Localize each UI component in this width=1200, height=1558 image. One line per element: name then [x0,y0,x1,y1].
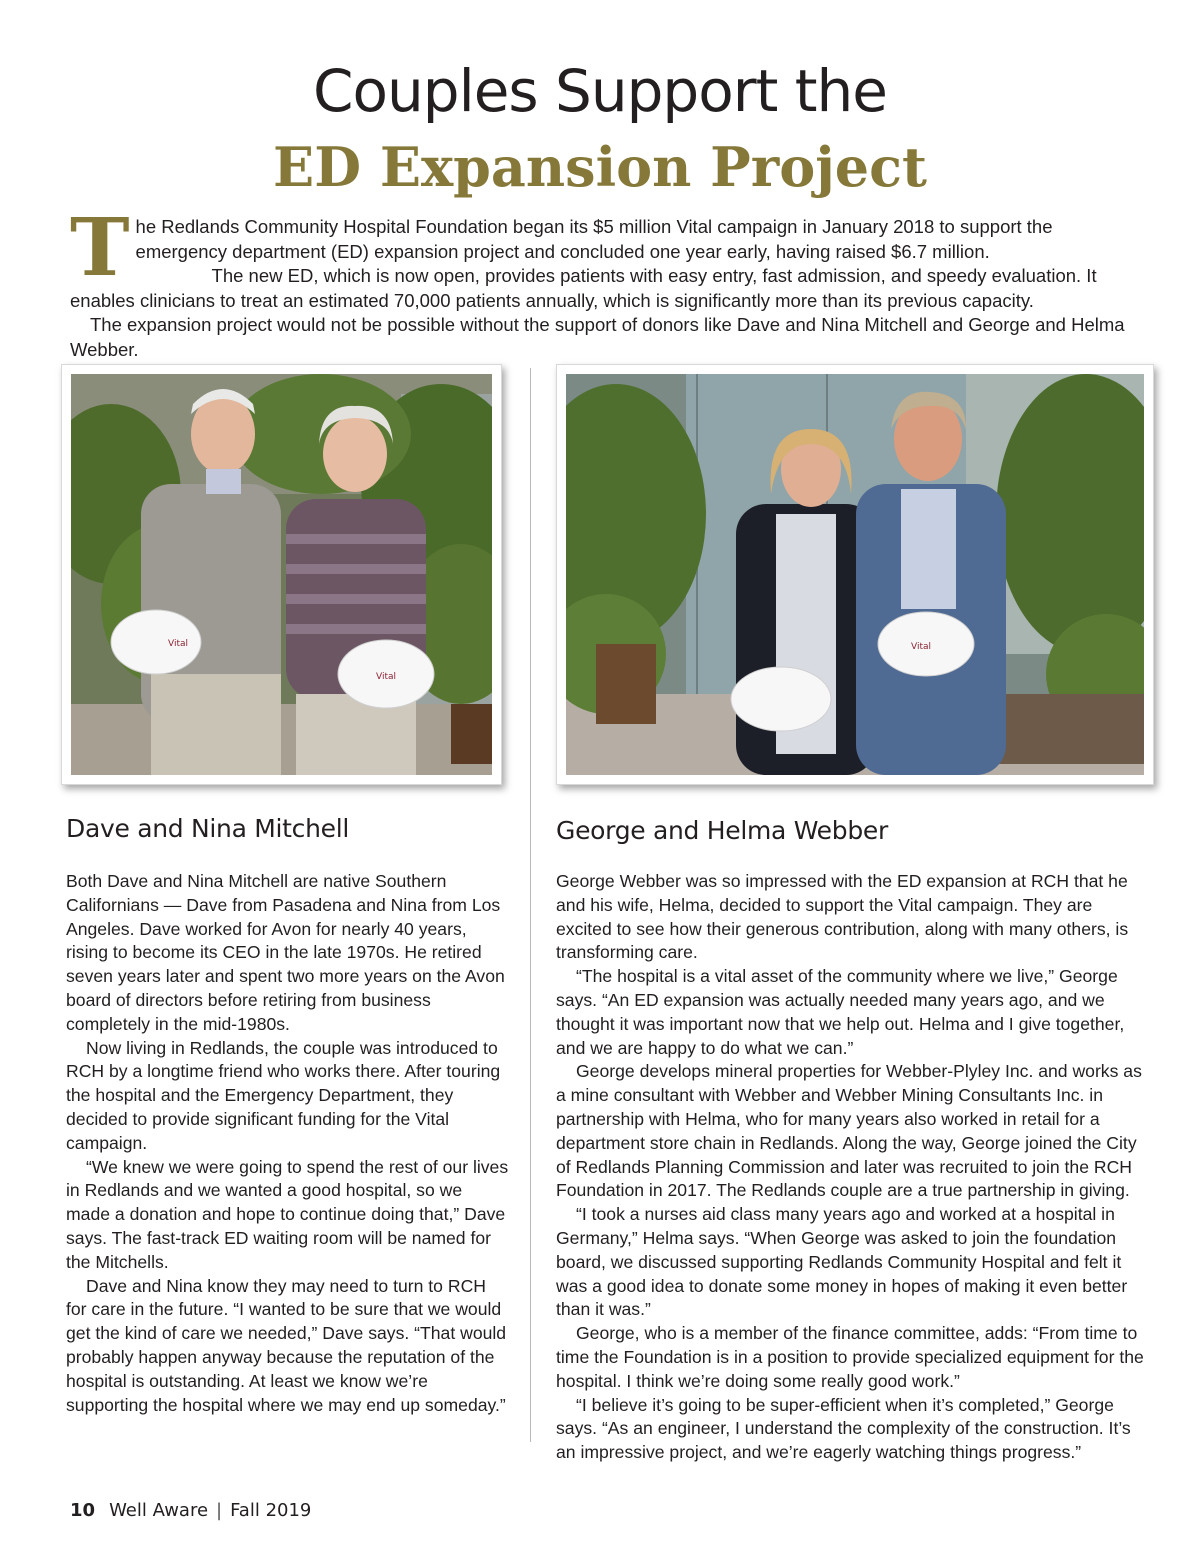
intro-section [70,200,1146,362]
svg-text:Vital: Vital [376,672,397,682]
column-mitchells [66,870,510,1417]
footer-separator: | [216,1500,223,1521]
column-webbers [556,870,1146,1465]
webbers-paragraph-5: George, who is a member of the finance committee, adds: “From time to time the Foundation is in a position to provide specialized equipment for the hospital. I think we’re doing some really good work.” [556,1323,1144,1391]
mitchells-paragraph-1: Both Dave and Nina Mitchell are native Southern Californians — Dave from Pasadena and Nina from Los Angeles. Dave worked for Avon for nearly 40 years, rising to become its CEO in the late 1970s. He retired seven years later and spent two more years on the Avon board of directors before retiring from business completely in the mid-1980s. [66,871,505,1034]
page-number: 10 [70,1500,96,1521]
heading-mitchells: Dave and Nina Mitchell [66,814,350,843]
webbers-paragraph-2: “The hospital is a vital asset of the community where we live,” George says. “An ED expansion was actually needed many years ago, and we thought it was important now that we help out. Helma and I give together, and we are happy to do what we can.” [556,966,1125,1058]
column-divider [530,368,531,1442]
photo-webbers [556,364,1154,785]
intro-paragraph-3: The expansion project would not be possible without the support of donors like Dave and Nina Mitchell and George and Helma Webber. [70,314,1125,360]
mitchells-paragraph-4: Dave and Nina know they may need to turn to RCH for care in the future. “I wanted to be sure that we would get the kind of care we needed,” Dave says. “That would probably happen anyway because the reputation of the hospital is outstanding. At least we know we’re supporting the hospital where we may end up someday.” [66,1275,507,1415]
drop-cap: T [70,200,130,294]
webbers-paragraph-3: George develops mineral properties for Webber-Plyley Inc. and works as a mine consultant with Webber and Webber Mining Consultants Inc. in partnership with Helma, who for many years also worked in retail for a department store chain in Redlands. Along the way, George joined the City of Redlands Planning Commission and later was recruited to join the RCH Foundation in 2017. The Redlands couple are a true partnership in giving. [556,1061,1142,1201]
webbers-paragraph-4: “I took a nurses aid class many years ago and worked at a hospital in Germany,” Helma says. “When George was asked to join the foundation board, we discussed supporting Redlands Community Hospital and felt it was a good idea to donate some money in hopes of making it even better than it was.” [556,1204,1128,1320]
photo-webbers-image [566,374,1144,775]
webbers-paragraph-1: George Webber was so impressed with the ED expansion at RCH that he and his wife, Helma, decided to support the Vital campaign. They are excited to see how their generous contribution, along with many others, is transforming care. [556,871,1129,963]
issue-date: Fall 2019 [230,1500,312,1521]
photo-mitchells [61,364,502,785]
intro-paragraph-1: The Redlands Community Hospital Foundation began its $5 million Vital campaign in January 2018 to support the emergency department (ED) expansion project and concluded one year early, having raised $6.7 million. [70,200,1053,294]
svg-text:Vital: Vital [911,642,932,652]
heading-webbers: George and Helma Webber [556,816,888,845]
mitchells-paragraph-2: Now living in Redlands, the couple was introduced to RCH by a longtime friend who works there. After touring the hospital and the Emergency Department, they decided to provide significant funding for the Vital campaign. [66,1037,501,1153]
publication-name: Well Aware [109,1500,209,1521]
intro-paragraph-2: The new ED, which is now open, provides patients with easy entry, fast admission, and speedy evaluation. It enables clinicians to treat an estimated 70,000 patients annually, which is significantly more than its previous capacity. [70,265,1097,311]
mitchells-paragraph-3: “We knew we were going to spend the rest of our lives in Redlands and we wanted a good hospital, so we made a donation and hope to continue doing that,” Dave says. The fast-track ED waiting room will be named for the Mitchells. [66,1156,509,1272]
webbers-paragraph-6: “I believe it’s going to be super-efficient when it’s completed,” George says. “As an engineer, I understand the complexity of the construction. It’s an impressive project, and we’re eagerly watching things progress.” [556,1394,1131,1463]
page-title-line1: Couples Support the [313,57,887,125]
page-title-line2: ED Expansion Project [273,135,927,199]
svg-text:Vital: Vital [168,639,189,649]
photo-mitchells-image [71,374,492,775]
page-footer [70,1500,311,1521]
